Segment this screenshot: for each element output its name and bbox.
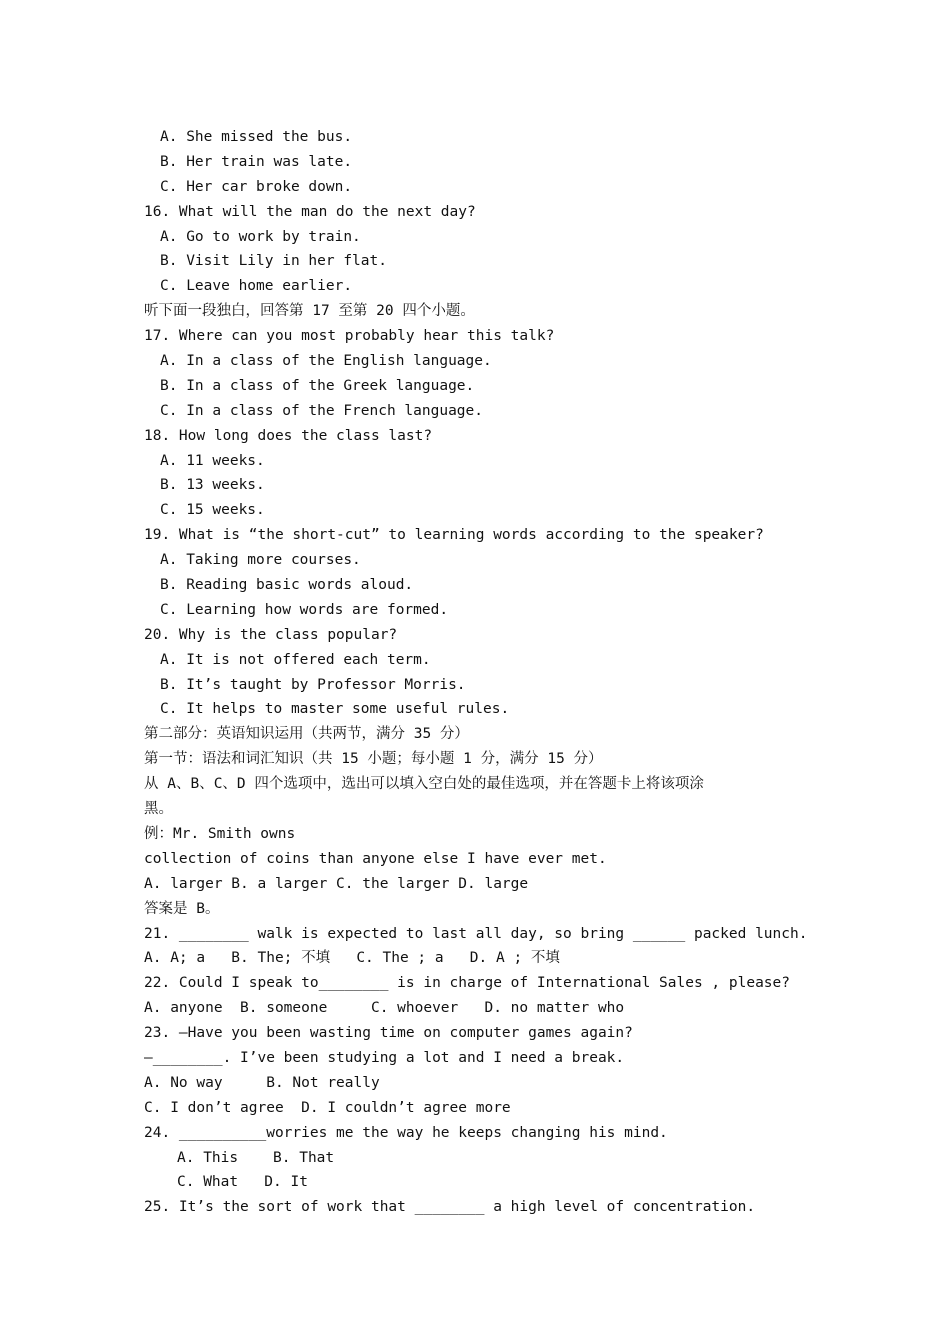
text-line: C. 15 weeks. bbox=[160, 502, 265, 519]
text-line: C. What D. It bbox=[177, 1174, 308, 1191]
document-body bbox=[144, 125, 808, 1220]
text-line: C. In a class of the French language. bbox=[160, 402, 484, 419]
text-line: A. A; a B. The; 不填 C. The ; a D. A ; 不填 bbox=[144, 950, 560, 967]
text-line: 25. It’s the sort of work that ________ a high level of concentration. bbox=[144, 1199, 756, 1216]
text-line: 第二部分：英语知识运用（共两节，满分 35 分） bbox=[144, 726, 469, 743]
text-line: A. anyone B. someone C. whoever D. no matter who bbox=[144, 1000, 625, 1017]
text-line: 16. What will the man do the next day? bbox=[144, 203, 476, 220]
text-line: C. I don’t agree D. I couldn’t agree more bbox=[144, 1099, 511, 1116]
text-line: B. 13 weeks. bbox=[160, 477, 265, 494]
text-line: A. 11 weeks. bbox=[160, 452, 265, 469]
text-line: B. Visit Lily in her flat. bbox=[160, 253, 387, 270]
text-line: C. Learning how words are formed. bbox=[160, 601, 449, 618]
text-line: —________. I’ve been studying a lot and I need a break. bbox=[144, 1049, 625, 1066]
text-line: 从 A、B、C、D 四个选项中，选出可以填入空白处的最佳选项，并在答题卡上将该项涂 bbox=[144, 776, 704, 793]
text-line: B. In a class of the Greek language. bbox=[160, 377, 475, 394]
text-line: B. It’s taught by Professor Morris. bbox=[160, 676, 466, 693]
text-line: C. Her car broke down. bbox=[160, 178, 353, 195]
text-line: C. Leave home earlier. bbox=[160, 278, 353, 295]
text-line: 19. What is “the short-cut” to learning words according to the speaker? bbox=[144, 527, 764, 544]
text-line: 23. —Have you been wasting time on computer games again? bbox=[144, 1025, 633, 1042]
text-line: A. No way B. Not really bbox=[144, 1074, 380, 1091]
text-line: 黑。 bbox=[144, 801, 173, 818]
text-line: 17. Where can you most probably hear this talk? bbox=[144, 328, 555, 345]
text-line: 第一节：语法和词汇知识（共 15 小题；每小题 1 分，满分 15 分） bbox=[144, 751, 603, 768]
text-line: 听下面一段独白，回答第 17 至第 20 四个小题。 bbox=[144, 303, 475, 320]
text-line: 答案是 B。 bbox=[144, 900, 220, 917]
text-line: C. It helps to master some useful rules. bbox=[160, 701, 510, 718]
text-line: A. She missed the bus. bbox=[160, 129, 353, 145]
text-line: A. This B. That bbox=[177, 1149, 335, 1166]
text-line: 24. __________worries me the way he keeps changing his mind. bbox=[144, 1124, 668, 1141]
text-line: B. Her train was late. bbox=[160, 153, 353, 170]
text-line: A. It is not offered each term. bbox=[160, 651, 431, 668]
text-line: collection of coins than anyone else I have ever met. bbox=[144, 850, 607, 867]
text-line: 21. ________ walk is expected to last all day, so bring ______ packed lunch. bbox=[144, 925, 808, 942]
text-line: 20. Why is the class popular? bbox=[144, 626, 398, 643]
text-line: A. Go to work by train. bbox=[160, 228, 361, 245]
text-line: 22. Could I speak to________ is in charge of International Sales , please? bbox=[144, 975, 791, 992]
text-line: A. larger B. a larger C. the larger D. large bbox=[144, 875, 529, 892]
text-line: A. In a class of the English language. bbox=[160, 353, 492, 370]
text-line: B. Reading basic words aloud. bbox=[160, 577, 414, 594]
text-line: A. Taking more courses. bbox=[160, 552, 361, 569]
text-line: 18. How long does the class last? bbox=[144, 427, 433, 444]
text-line: 例：Mr. Smith owns bbox=[144, 825, 296, 842]
